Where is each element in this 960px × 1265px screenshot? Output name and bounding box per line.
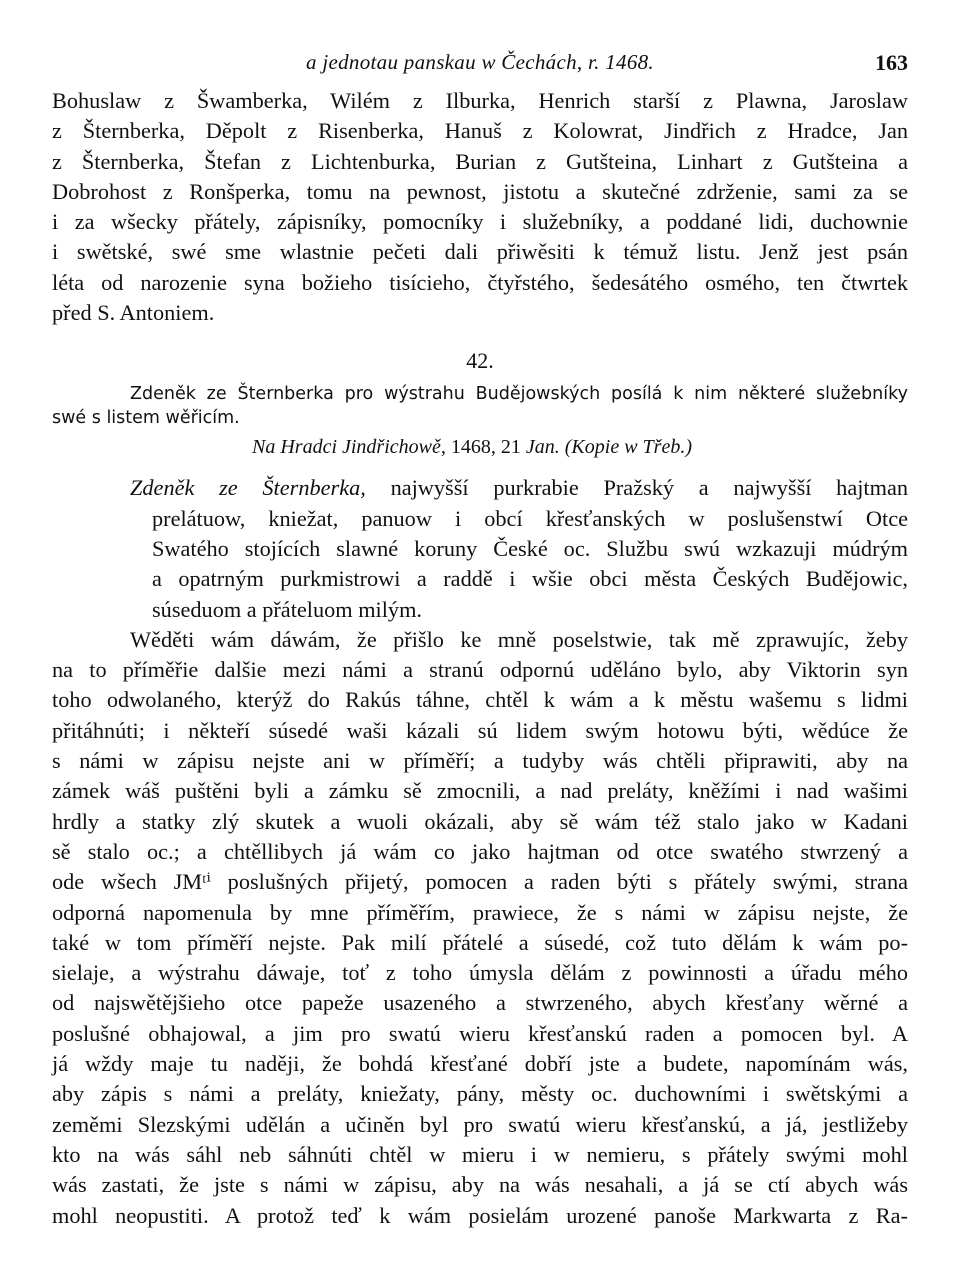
body-line: sielaje, a wýstrahu dáwaje, toť z toho úmysla dělám z powinnosti a úřadu mého xyxy=(52,960,908,986)
dateline-source: (Kopie w Třeb.) xyxy=(564,436,692,459)
body-line: wás zastati, že jste s námi w zápisu, aby na wás nesahali, a já se ctí abych wás xyxy=(52,1172,908,1198)
text-line: i swětské, swé sme wlastnie pečeti dali přiwěsiti k témuž listu. Jenž jest psán xyxy=(52,239,908,265)
body-line: na to příměřie dalšie mezi námi a stranú odpornú uděláno bylo, aby Viktorin syn xyxy=(52,657,908,683)
charter-dateline xyxy=(252,436,908,459)
body-line: také w tom příměří nejste. Pak milí přátelé a súsedé, což tuto dělám k wám po- xyxy=(52,929,908,955)
salutation-line: a opatrným purkmistrowi a raddě i wšie obci města Českých Budějowic, xyxy=(152,566,908,592)
dateline-month: Jan. xyxy=(525,436,560,459)
text-line: léta od narozenie syna božieho tisícieho, čtyřstého, šedesátého osmého, ten čtwrtek xyxy=(52,269,908,295)
body-line: odporná napomenula by mne příměřím, prawiece, že s námi w zápisu nejste, že xyxy=(52,899,908,925)
text-line: z Šternberka, Děpolt z Risenberka, Hanuš z Kolowrat, Jindřich z Hradce, Jan xyxy=(52,118,908,144)
text-line: i za wšecky přátely, zápisníky, pomocníky i služebníky, a poddané lidi, duchownie xyxy=(52,209,908,235)
regest-line: Zdeněk ze Šternberka pro wýstrahu Budějowských posílá k nim některé služebníky xyxy=(130,384,908,405)
body-line: přitáhnúti; i někteří súsedé waši kázali sú lidem swým hotowu býti, wědúce že xyxy=(52,717,908,743)
charter-regest xyxy=(52,382,908,430)
document-page xyxy=(52,50,908,1231)
charter-salutation xyxy=(52,473,908,624)
text-line: před S. Antoniem. xyxy=(52,300,215,326)
body-line: zámek wáš puštěni byli a zámku sě zmocnili, a nad preláty, kněžími i nad wašimi xyxy=(52,778,908,804)
salutation-line: súseduom a přáteluom milým. xyxy=(152,596,423,622)
text-line: Dobrohost z Ronšperka, tomu na pewnost, jistotu a skutečné zdrženie, sami za se xyxy=(52,178,908,204)
text-line: z Šternberka, Štefan z Lichtenburka, Burian z Gutšteina, Linhart z Gutšteina a xyxy=(52,148,908,174)
dateline-place: Na Hradci Jindřichowě, xyxy=(252,436,446,459)
body-line: mohl neopustiti. A protož teď k wám posielám urozené panoše Markwarta z Ra- xyxy=(52,1202,908,1228)
page-number: 163 xyxy=(875,50,908,75)
running-header xyxy=(52,50,908,86)
body-line: hrdly a statky zlý skutek a wuoli okázali, aby sě wám též stalo jako w Kadani xyxy=(52,808,908,834)
salutation-line: prelátuow, kniežat, panuow i obcí křesťanských w poslušenstwí Otce xyxy=(152,505,908,531)
dateline-date: 1468, 21 xyxy=(450,436,521,459)
body-line: Wěděti wám dáwám, že přišlo ke mně poselstwie, tak mě zprawujíc, žeby xyxy=(130,626,908,652)
body-line: sě stalo oc.; a chtěllibych já wám co jako hajtman od otce swatého stwrzený a xyxy=(52,838,908,864)
charter-number: 42. xyxy=(466,348,494,374)
intro-paragraph xyxy=(52,86,908,328)
body-line: poslušné obhajowal, a jim pro swatú wieru křesťanskú raden a pomocen byl. A xyxy=(52,1020,908,1046)
body-line: zeměmi Slezskými udělán a učiněn byl pro swatú wieru křesťanskú, a já, jestližeby xyxy=(52,1111,908,1137)
salutation-line xyxy=(52,473,908,503)
body-line: já wždy maje tu naději, že bohdá křesťané dobří jste a budete, napomínám wás, xyxy=(52,1051,908,1077)
body-line: od najswětějšieho otce papeže usazeného a stwrzeného, abych křesťany wěrné a xyxy=(52,990,908,1016)
sender-name: Zdeněk ze Šternberka, xyxy=(130,475,366,501)
body-line: toho odwolaného, kterýž do Rakús táhne, chtěl k wám a k městu wašemu s lidmi xyxy=(52,687,908,713)
salutation-text: najwyšší purkrabie Pražský a najwyšší hajtman xyxy=(390,475,909,501)
regest-line: swé s listem wěřicím. xyxy=(52,408,240,429)
body-line: s námi w zápisu nejste ani w příměří; a tudyby wás chtěli připrawiti, aby na xyxy=(52,748,908,774)
body-line: ode wšech JMᵗⁱ poslušných přijetý, pomocen a raden býti s přátely swými, strana xyxy=(52,869,908,895)
charter-body xyxy=(52,625,908,1231)
text-line: Bohuslaw z Šwamberka, Wilém z Ilburka, Henrich starší z Plawna, Jaroslaw xyxy=(52,88,908,113)
running-title: a jednotau panskau w Čechách, r. 1468. xyxy=(306,50,654,74)
body-line: aby zápis s námi a preláty, kniežaty, pány, městy oc. duchowními i swětskými a xyxy=(52,1081,908,1107)
body-line: kto na wás sáhl neb sáhnúti chtěl w mieru i w nemieru, s přátely swými mohl xyxy=(52,1141,908,1167)
salutation-line: Swatého stojících slawné koruny České oc. Službu swú wzkazuji múdrým xyxy=(152,535,908,561)
